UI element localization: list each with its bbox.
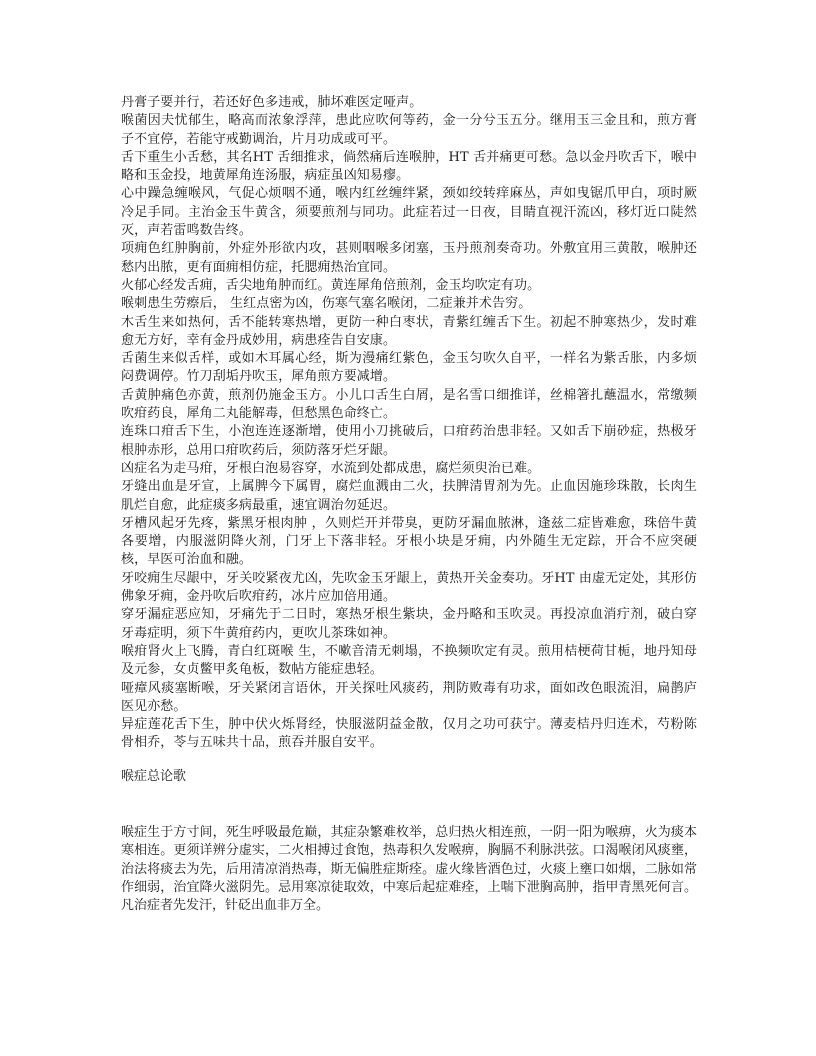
paragraph-8: 木舌生来如热何，舌不能转寒热增，更防一种白枣状，青紫红缠舌下生。初起不肿寒热少，发时难愈无方好，幸有金丹成妙用，病患痊告自安康。	[121, 314, 697, 348]
paragraph-4: 心中躁急缠喉风，气促心烦咽不通，喉内红丝缠绊紧，颈如绞转痒麻丛，声如曳锯爪甲白，项时厥冷足手同。主治金玉牛黄含，须要煎剂与同功。此症若过一日夜，目睛直视汗流凶，移灯近口陡然灭，声若雷鸣数告终。	[121, 186, 697, 239]
paragraph-11: 连珠口疳舌下生，小泡连连逐渐增，使用小刀挑破后，口疳药治患非轻。又如舌下崩砂症，热极牙根肿赤形，总用口疳吹药后，须防落牙烂牙龈。	[121, 424, 697, 458]
paragraph-10: 舌黄肿痛色亦黄，煎剂仍施金玉方。小儿口舌生白屑，是名雪口细推详，丝棉箸扎蘸温水，常缴频吹疳药良，犀角二丸能解毒，但愁黑色命终亡。	[121, 387, 697, 422]
paragraph-3: 舌下重生小舌愁，其名HT 舌细推求，倘然痛后连喉肿，HT 舌并痛更可愁。急以金丹吹舌下，喉中略和玉金投，地黄犀角连汤服，病症虽凶知易瘳。	[121, 149, 697, 184]
paragraph-19: 异症莲花舌下生，肿中伏火烁肾经，快服滋阴益金散，仅月之功可获宁。薄麦桔丹归连术，芍粉陈骨相乔，苓与五味共十品，煎吞并服自安平。	[121, 717, 697, 751]
document-body	[121, 94, 697, 753]
paragraph-14: 牙槽风起牙先疼，紫黑牙根肉肿 ，久则烂开并带臭，更防牙漏血脓淋，逢兹二症皆难愈，珠倍牛黄各要增，内服滋阴降火剂，门牙上下落非轻。牙根小块是牙痈，内外随生无定踪，开合不应突硬核，早医可治血和融。	[121, 515, 697, 568]
paragraph-13: 牙缝出血是牙宣，上属脾今下属胃，腐烂血溅由二火，扶脾清胃剂为先。止血因施珍珠散，长肉生肌烂自愈，此症痰多病最重，速宜调治勿延迟。	[121, 479, 697, 513]
paragraph-18: 哑瘴风痰塞断喉，牙关紧闭言语休，开关探吐风痰药，荆防败毒有功求，面如改色眼流泪，扁鹊庐医见亦愁。	[121, 680, 697, 714]
paragraph-2: 喉菌因夫忧郁生，略高而浓象浮萍，患此应吹何等药，金一分兮玉五分。继用玉三金且和，煎方膏子不宜停，若能守戒勤调治，片月功成或可平。	[121, 113, 697, 147]
section-body: 喉症生于方寸间，死生呼吸最危巅，其症杂繁难枚举，总归热火相连煎，一阴一阳为喉痹，火为痰本寒相连。更须详辨分虚实，二火相搏过食饱，热毒积久发喉痹，胸膈不利脉洪弦。口渴喉闭风痰壅，治法将痰去为先，后用清凉消热毒，斯无偏胜症斯痊。虚火缘皆酒色过，火痰上壅口如烟，二脉如常作细弱，治宜降火滋阴先。忌用寒凉徒取效，中寒后起症难痊，上喘下泄胸高肿，指甲青黑死何言。凡治症者先发汗，针砭出血非万全。	[121, 825, 697, 914]
paragraph-15: 牙咬痈生尽龈中，牙关咬紧夜尤凶，先吹金玉牙龈上，黄热开关金奏功。牙HT 由虚无定处，其形仿佛象牙痈，金丹吹后吹疳药，冰片应加倍用通。	[121, 570, 697, 605]
paragraph-5: 项痈色红肿胸前，外症外形欲内攻，甚则咽喉多闭塞，玉丹煎剂奏奇功。外敷宜用三黄散，喉肿还愁内出脓，更有面痈相仿症，托腮痈热治宜同。	[121, 241, 697, 275]
paragraph-16: 穿牙漏症恶应知，牙痛先于二日时，寒热牙根生紫块，金丹略和玉吹灵。再投凉血消疔剂，破白穿牙毒症明，须下牛黄疳药内，更吹儿茶珠如神。	[121, 607, 697, 641]
paragraph-12: 凶症名为走马疳，牙根白泡易容穿，水流到处都成患，腐烂须臾治已难。	[121, 460, 541, 476]
paragraph-7: 喉刺患生劳瘵后， 生红点密为凶，伤寒气塞名喉闭，二症兼并术告穷。	[121, 296, 532, 312]
section-title: 喉症总论歌	[121, 769, 187, 784]
paragraph-9: 舌菌生来似舌样，或如木耳属心经，斯为漫痛红紫色，金玉匀吹久自平，一样名为紫舌胀，内多烦闷费调停。竹刀刮垢丹吹玉，犀角煎方要减增。	[121, 351, 697, 385]
paragraph-6: 火郁心经发舌痈，舌尖地角肿而红。黄连犀角倍煎剂，金玉均吹定有功。	[121, 277, 541, 293]
paragraph-1: 丹膏子要并行，若还好色多违戒，肺坏难医定哑声。	[121, 95, 423, 110]
paragraph-17: 喉疳肾火上飞腾，青白红斑喉 生，不嗽音清无刺塌，不换频吹定有灵。煎用桔梗荷甘栀，地丹知母及元参，女贞鳖甲炙龟板，数帖方能症患轻。	[121, 643, 697, 678]
